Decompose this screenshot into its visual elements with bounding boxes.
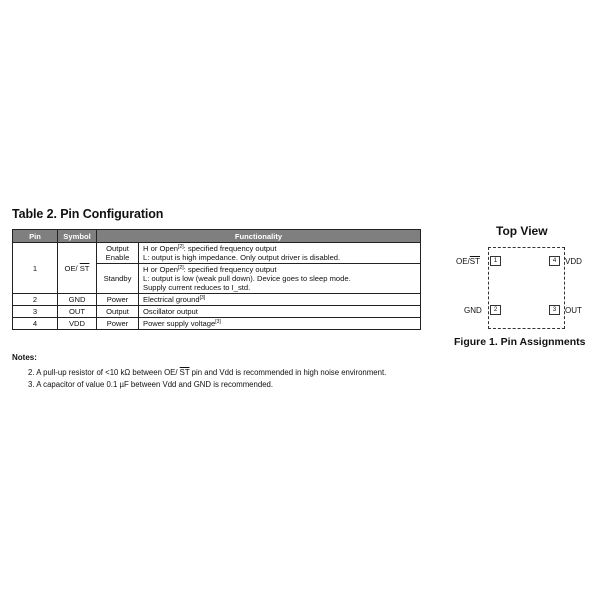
header-functionality: Functionality — [97, 230, 421, 243]
table-row — [13, 243, 421, 264]
note-2 — [28, 368, 386, 377]
pin-2-pad: 2 — [490, 305, 501, 315]
pin-symbol — [58, 243, 97, 294]
pin-label-overline: $\overline{ST}$ — [469, 257, 481, 266]
symbol-prefix: OE/ — [64, 263, 80, 273]
pin-1-label — [456, 257, 480, 266]
footnote-ref: [3] — [199, 295, 206, 301]
table-header-row — [13, 230, 421, 243]
pin-label-text: OE/ — [456, 257, 470, 266]
table-row — [13, 306, 421, 318]
pin-function: Oscillator output — [139, 306, 421, 318]
pin-3-pad: 3 — [549, 305, 560, 315]
pin-2-label: GND — [464, 306, 482, 315]
pin-type: Power — [97, 318, 139, 330]
pin-number: 3 — [13, 306, 58, 318]
pin-type: Output — [97, 306, 139, 318]
table-title: Table 2. Pin Configuration — [12, 207, 164, 221]
note-text: pin and Vdd is recommended in high noise environment. — [189, 368, 387, 377]
notes-title: Notes: — [12, 353, 37, 362]
function-line — [143, 244, 416, 253]
pin-number: 4 — [13, 318, 58, 330]
table-row — [13, 294, 421, 306]
table-row — [13, 318, 421, 330]
function-text: Electrical ground — [143, 295, 200, 304]
footnote-ref: [3] — [215, 319, 221, 325]
pin-mode-standby: Standby — [97, 264, 139, 294]
pin-symbol: VDD — [58, 318, 97, 330]
header-symbol: Symbol — [58, 230, 97, 243]
note-overline: $\overline{ST}$ — [179, 368, 190, 377]
pin-function — [139, 264, 421, 294]
pin-number: 1 — [13, 243, 58, 294]
pin-3-label: OUT — [565, 306, 582, 315]
pin-4-pad: 4 — [549, 256, 560, 266]
figure-title: Top View — [496, 224, 548, 238]
pin-symbol: OUT — [58, 306, 97, 318]
function-line: L: output is high impedance. Only output driver is disabled. — [143, 253, 341, 262]
function-text: : specified frequency output — [183, 244, 277, 253]
symbol-overline: $\overline{ST}$ — [79, 263, 90, 273]
pin-mode-output-enable: Output Enable — [97, 243, 139, 264]
function-line — [143, 265, 416, 274]
pin-1-pad: 1 — [490, 256, 501, 266]
pin-symbol: GND — [58, 294, 97, 306]
pin-function — [139, 243, 421, 264]
function-line: Supply current reduces to I_std. — [143, 283, 251, 292]
function-text: H or Open — [143, 244, 179, 253]
note-text: 2. A pull-up resistor of <10 kΩ between OE/ — [28, 368, 180, 377]
pin-function — [139, 294, 421, 306]
function-text: : specified frequency output — [183, 265, 277, 274]
figure-caption: Figure 1. Pin Assignments — [454, 336, 586, 348]
function-line: L: output is low (weak pull down). Device goes to sleep mode. — [143, 274, 351, 283]
function-text: Power supply voltage — [143, 319, 216, 328]
footnote-ref: [2] — [178, 244, 184, 250]
pin-function — [139, 318, 421, 330]
function-text: H or Open — [143, 265, 179, 274]
pin-number: 2 — [13, 294, 58, 306]
header-pin: Pin — [13, 230, 58, 243]
note-3: 3. A capacitor of value 0.1 µF between Vdd and GND is recommended. — [28, 380, 274, 389]
pin-configuration-table — [12, 229, 421, 330]
pin-type: Power — [97, 294, 139, 306]
pin-4-label: VDD — [565, 257, 582, 266]
footnote-ref: [2] — [178, 265, 184, 271]
